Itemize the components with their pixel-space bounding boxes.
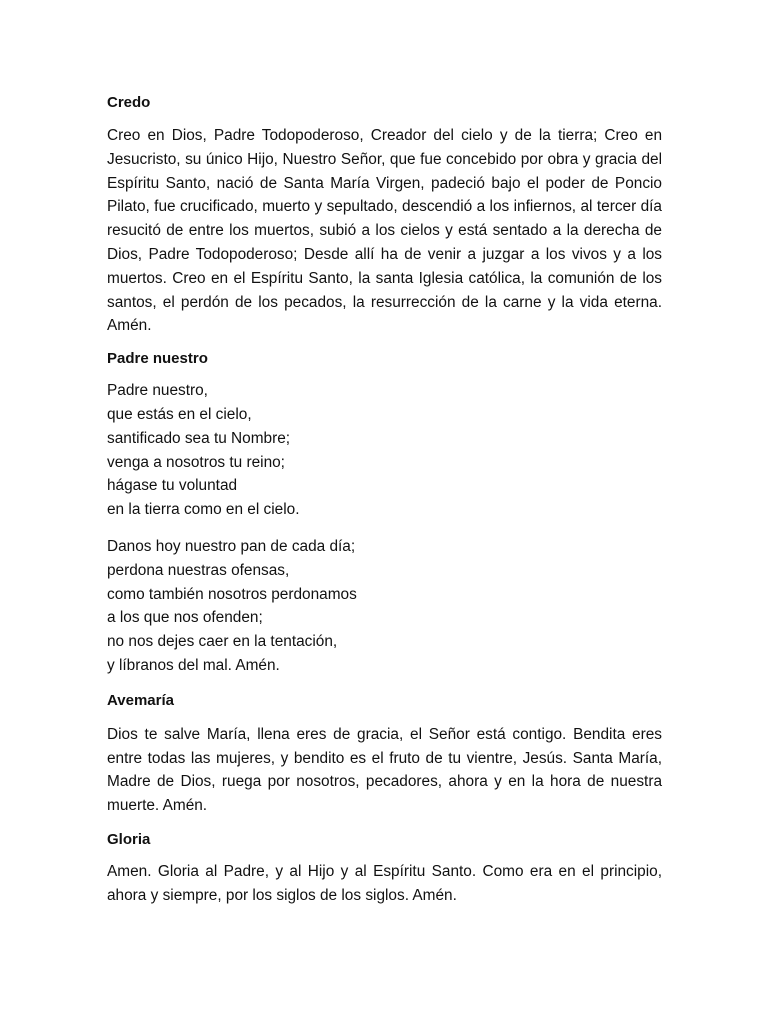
prayer-line: como también nosotros perdonamos bbox=[107, 585, 357, 603]
prayer-line: no nos dejes caer en la tentación, bbox=[107, 633, 338, 651]
prayer-line: hágase tu voluntad bbox=[107, 477, 238, 495]
prayer-line: Padre nuestro, bbox=[107, 382, 208, 400]
prayer-line: perdona nuestras ofensas, bbox=[107, 561, 290, 579]
prayer-line: venga a nosotros tu reino; bbox=[107, 453, 285, 471]
credo-title: Credo bbox=[107, 94, 151, 111]
prayer-line: y líbranos del mal. Amén. bbox=[107, 656, 280, 674]
gloria-body: Amen. Gloria al Padre, y al Hijo y al Espíritu Santo. Como era en el principio, ahora y siempre, por los siglos de los siglos. Amén. bbox=[107, 862, 662, 904]
document-content bbox=[107, 93, 662, 908]
padre-nuestro-stanza-1 bbox=[107, 379, 662, 522]
avemaria-body: Dios te salve María, llena eres de gracia, el Señor está contigo. Bendita eres entre todas las mujeres, y bendito es el fruto de tu vientre, Jesús. Santa María, Madre de Dios, ruega por nosotros, pecadores, ahora y en la hora de nuestra muerte. Amén. bbox=[107, 725, 662, 815]
prayer-line: a los que nos ofenden; bbox=[107, 609, 263, 627]
credo-body: Creo en Dios, Padre Todopoderoso, Creador del cielo y de la tierra; Creo en Jesucristo, su único Hijo, Nuestro Señor, que fue concebido por obra y gracia del Espíritu Santo, nació de Santa María Virgen, padeció bajo el poder de Poncio Pilato, fue crucificado, muerto y sepultado, descendió a los infiernos, al tercer día resucitó de entre los muertos, subió a los cielos y está sentado a la derecha de Dios, Padre Todopoderoso; Desde allí ha de venir a juzgar a los vivos y a los muertos. Creo en el Espíritu Santo, la santa Iglesia católica, la comunión de los santos, el perdón de los pecados, la resurrección de la carne y la vida eterna. Amén. bbox=[107, 127, 662, 335]
prayer-line: Danos hoy nuestro pan de cada día; bbox=[107, 537, 356, 555]
avemaria-title: Avemaría bbox=[107, 691, 174, 709]
padre-nuestro-stanza-2 bbox=[107, 535, 662, 678]
gloria-title: Gloria bbox=[107, 830, 151, 848]
prayer-line: que estás en el cielo, bbox=[107, 405, 252, 423]
padre-nuestro-title: Padre nuestro bbox=[107, 350, 208, 368]
prayer-line: santificado sea tu Nombre; bbox=[107, 429, 291, 447]
prayer-line: en la tierra como en el cielo. bbox=[107, 501, 300, 519]
